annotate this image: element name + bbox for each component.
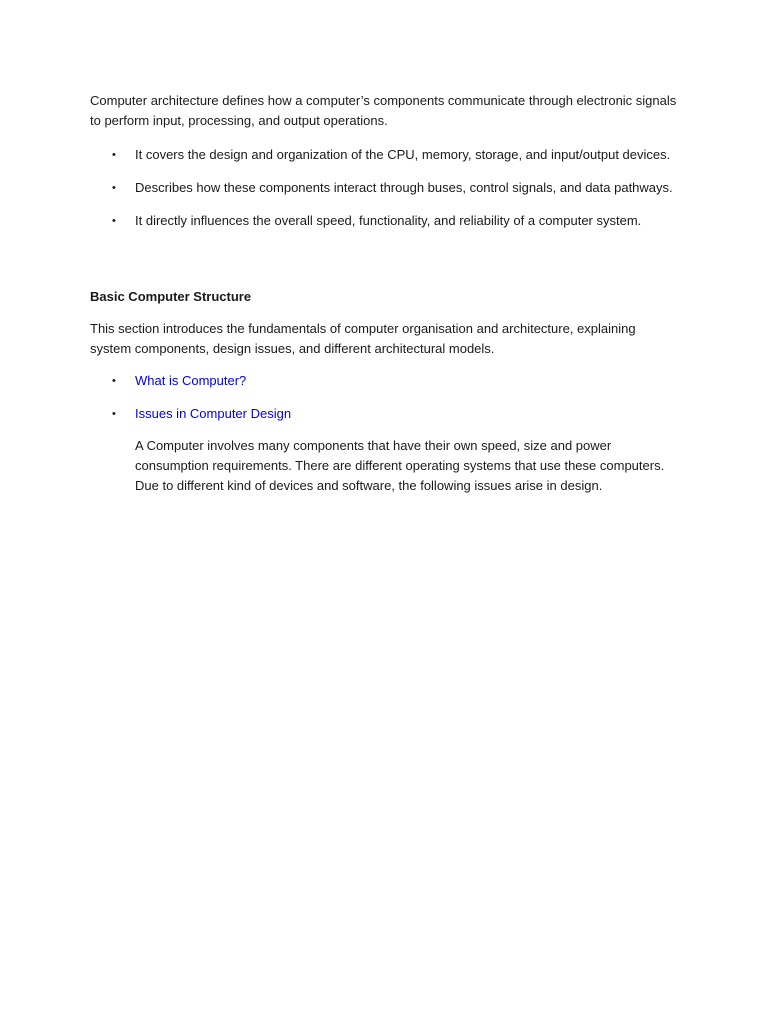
bullet-icon: • (112, 215, 116, 227)
bullet-icon: • (112, 182, 116, 194)
design-issues-paragraph: A Computer involves many components that have their own speed, size and power consumption requirements. There are different operating systems that use these computers. Due to different kind of devices and software, the following issues arise in design. (135, 438, 665, 493)
topic-link-list (90, 371, 680, 424)
list-item (90, 178, 680, 198)
bullet-icon: • (112, 408, 116, 420)
link-what-is-computer[interactable]: What is Computer? (135, 373, 247, 388)
list-item (90, 371, 680, 391)
intro-paragraph: Computer architecture defines how a computer’s components communicate through electronic signals to perform input, processing, and output operations. (90, 93, 677, 128)
list-item (90, 404, 680, 424)
list-item (90, 145, 680, 165)
architecture-bullet-list (90, 145, 680, 231)
link-issues-in-computer-design[interactable]: Issues in Computer Design (135, 406, 292, 421)
list-item-text: It covers the design and organization of the CPU, memory, storage, and input/output devices. (135, 147, 671, 162)
list-item-text: Describes how these components interact through buses, control signals, and data pathways. (135, 180, 673, 195)
document-body (90, 91, 680, 496)
list-item (90, 211, 680, 231)
section-heading: Basic Computer Structure (90, 289, 252, 304)
section-description: This section introduces the fundamentals of computer organisation and architecture, explaining system components, design issues, and different architectural models. (90, 321, 636, 356)
list-item-text: It directly influences the overall speed, functionality, and reliability of a computer system. (135, 213, 642, 228)
bullet-icon: • (112, 149, 116, 161)
bullet-icon: • (112, 375, 116, 387)
